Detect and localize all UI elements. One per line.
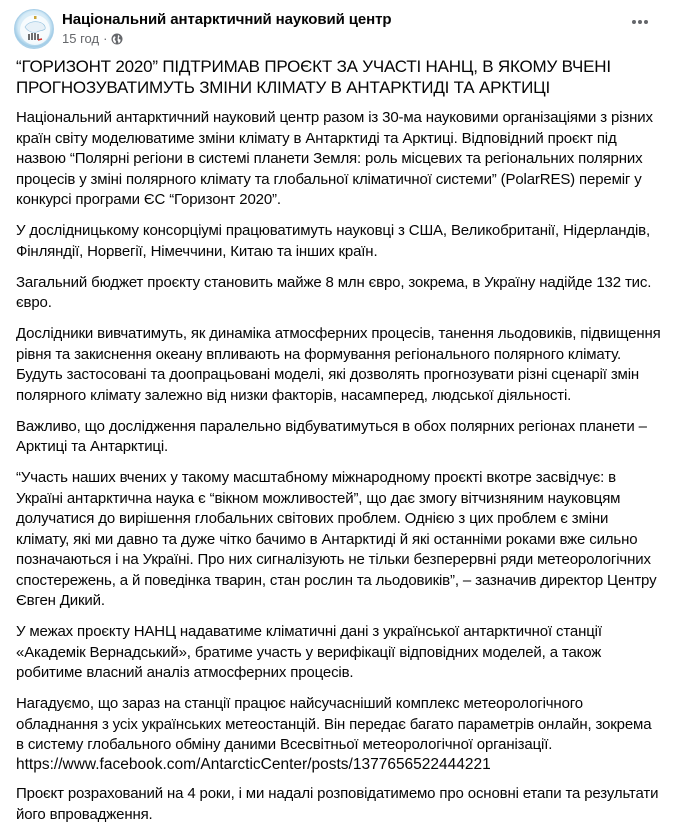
antarctic-center-logo-icon [15,10,54,49]
ellipsis-icon [638,20,642,24]
ellipsis-icon [644,20,648,24]
post-meta [62,31,123,46]
paragraph: “Участь наших вчених у такому масштабному міжнародному проєкті вкотре засвідчує: в Україні антарктична наука є “вікном можливостей”, що дає змогу вітчизняним науковцям долучатися до вирішення глобальних світових проблем. Однією з цих проблем є зміни клімату, які ми давно та дуже чітко бачимо в Антарктиді й які останніми роками вже сильно позначаються і на Україні. Про них сигналізують не тільки безперервні ряди метеорологічних спостережень, а й поведінка тварин, стан рослин та льодовиків”, – зазначив директор Центру Євген Дикий. [16,469,657,609]
more-options-button[interactable] [628,14,652,30]
post-header [0,0,674,56]
separator: · [103,31,108,46]
paragraph: У межах проєкту НАНЦ надаватиме кліматичні дані з української антарктичної станції «Академік Вернадський», братиме участь у верифікації відповідних моделей, а також робитиме власний аналіз атмосферних процесів. [16,623,602,681]
ellipsis-icon [632,20,636,24]
paragraph: У дослідницькому консорціумі працюватимуть науковці з США, Великобританії, Нідерландів, Фінляндії, Норвегії, Німеччини, Китаю та інших країн. [16,222,650,260]
title-line: “ГОРИЗОНТ 2020” ПІДТРИМАВ ПРОЄКТ ЗА УЧАСТІ НАНЦ, В ЯКОМУ ВЧЕНІ [16,57,611,76]
post-link[interactable]: https://www.facebook.com/AntarcticCenter/posts/1377656522444221 [16,755,491,773]
post-title [16,56,662,98]
paragraph: Дослідники вивчатимуть, як динаміка атмосферних процесів, танення льодовиків, підвищення рівня та закиснення океану впливають на формування регіонального полярного клімату. Будуть застосовані та доопрацьовані моделі, які дозволять прогнозувати різні сценарії змін полярного клімату залежно від низки факторів, насамперед, людської діяльності. [16,325,661,404]
author-name[interactable]: Національний антарктичний науковий центр [62,11,392,28]
closing-paragraph: Проєкт розрахований на 4 роки, і ми надалі розповідатимемо про основні етапи та результати його впровадження. [16,785,659,823]
avatar[interactable] [14,9,54,49]
paragraph: Національний антарктичний науковий центр разом із 30-ма науковими організаціями з різних країн світу моделюватиме зміни клімату в Антарктиді та Арктиці. Відповідний проєкт під назвою “Полярні регіони в системі планети Земля: роль місцевих та регіональних полярних процесів у зміні полярного клімату та глобальної кліматичної системи” (PolarRES) переміг у конкурсі програми ЄС “Горизонт 2020”. [16,109,653,208]
post-body [16,56,662,836]
paragraph: Загальний бюджет проєкту становить майже 8 млн євро, зокрема, в Україну надійде 132 тис. євро. [16,273,652,311]
globe-icon [111,33,123,45]
title-line: ПРОГНОЗУВАТИМУТЬ ЗМІНИ КЛІМАТУ В АНТАРКТИДІ ТА АРКТИЦІ [16,78,551,97]
paragraph: Важливо, що дослідження паралельно відбуватимуться в обох полярних регіонах планети – Арктиці та Антарктиці. [16,417,647,455]
paragraph: Нагадуємо, що зараз на станції працює найсучасніший комплекс метеорологічного обладнання з усіх українських метеостанцій. Він передає багато параметрів онлайн, зокрема в систему глобального обміну даними Всесвітньої метеорологічної організації. [16,695,652,753]
post-time[interactable]: 15 год [62,31,100,46]
